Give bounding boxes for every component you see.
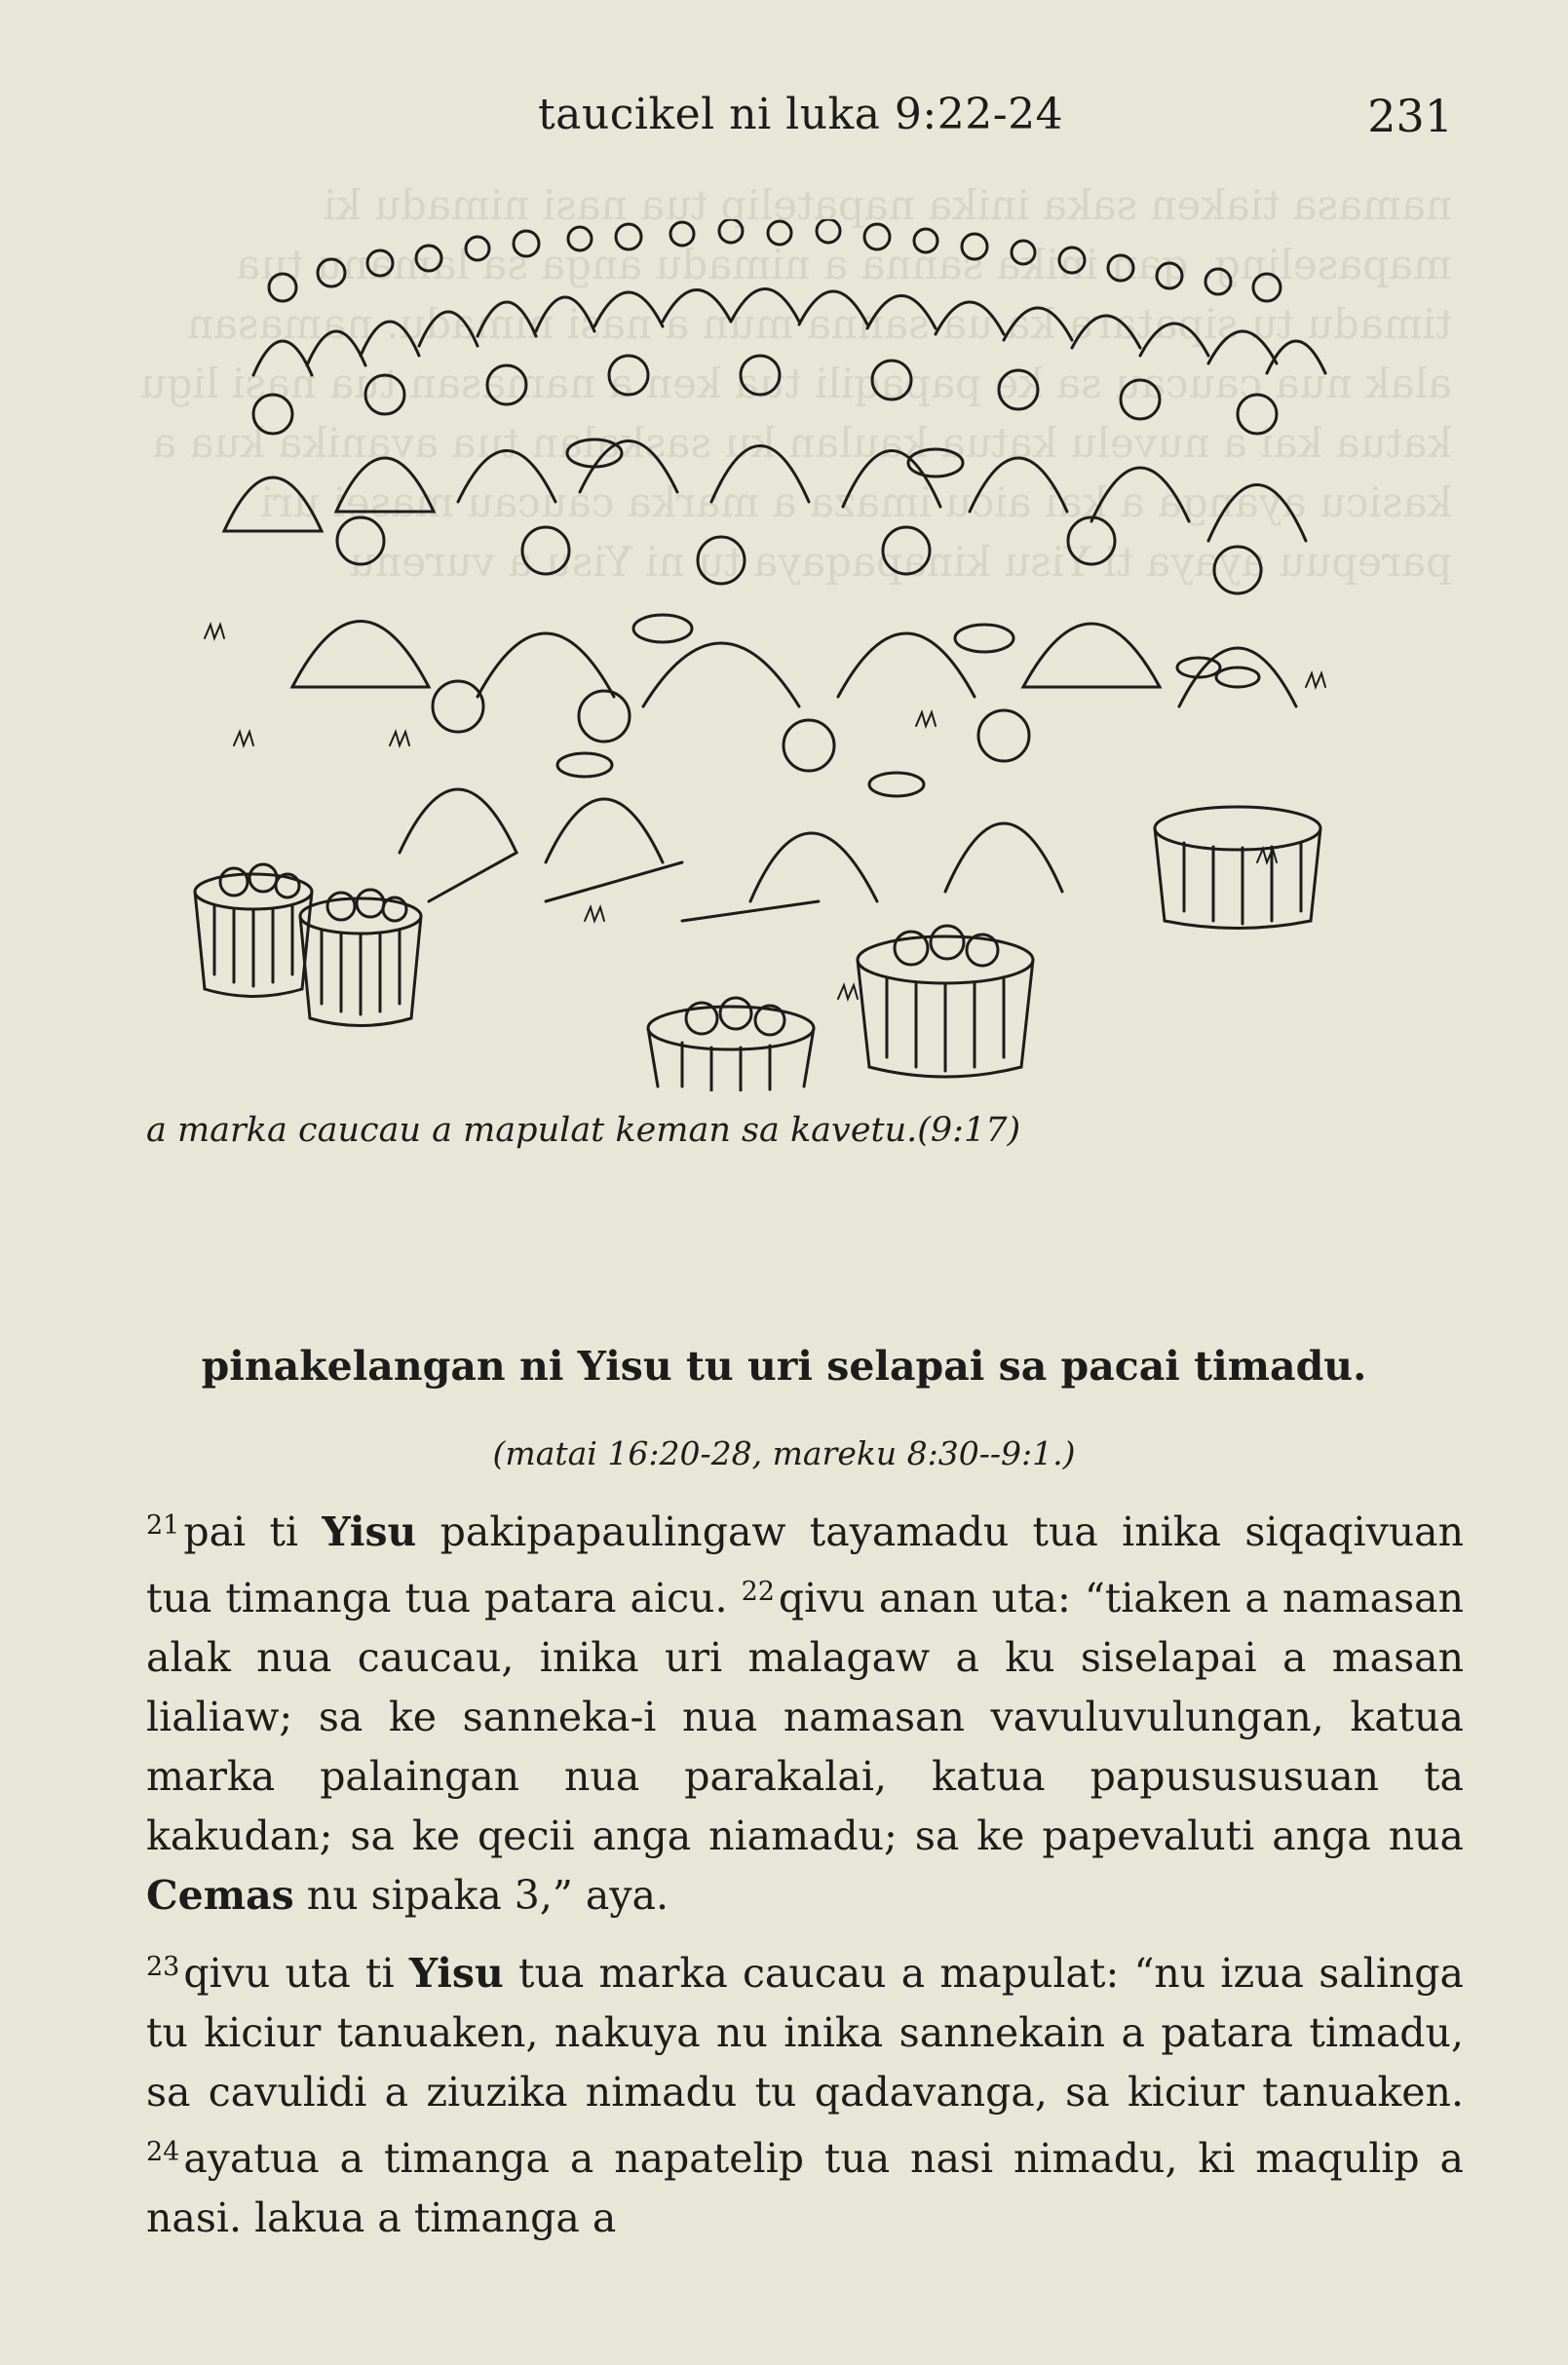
basket-left-back: [300, 890, 421, 1026]
paragraph-verse-21: [146, 1496, 1464, 1926]
section-reference: (matai 16:20-28, mareku 8:30--9:1.): [492, 1434, 1076, 1472]
paragraph-text: pakipapaulingaw tayamadu tua inika siqaqivuan tua timanga tua patara aicu.: [146, 1508, 1464, 1621]
figure-caption: a marka caucau a mapulat keman sa kavetu.(9:17): [146, 1111, 1021, 1150]
crowd-heads-back-row: [269, 219, 1281, 301]
running-title: taucikel ni luka 9:22-24: [538, 90, 1064, 139]
bold-name: Yisu: [408, 1950, 504, 1997]
verse-number: 23: [146, 1952, 180, 1982]
paragraph-text: ayatua a timanga a napatelip tua nasi nimadu, ki maqulip a nasi. lakua a timanga a: [146, 2135, 1464, 2241]
verse-number: 24: [146, 2137, 180, 2167]
paragraph-text: pai ti: [183, 1508, 323, 1555]
paragraph-text: qivu anan uta: “tiaken a namasan alak nua caucau, inika uri malagaw a ku siselapai a masan lialiaw; sa ke sanneka-i nua namasan vavuluvulungan, katua marka palaingan nua parakalai, katua papusususuan ta kakudan; sa ke qecii anga niamadu; sa ke papevaluti anga nua: [146, 1575, 1464, 1859]
crowd-front-row: [292, 517, 1296, 706]
paragraph-text: nu sipaka 3,” aya.: [293, 1872, 669, 1919]
crowd-bodies-back-row: [253, 289, 1325, 376]
paragraph-text: qivu uta ti: [183, 1950, 409, 1997]
verse-number: 21: [146, 1510, 180, 1541]
verse-number: 22: [741, 1577, 775, 1607]
page-header: [0, 90, 1568, 148]
bold-name: Yisu: [322, 1508, 417, 1555]
paragraph-verse-23: [146, 1937, 1464, 2248]
basket-center-front: [648, 998, 814, 1091]
seated-figures-foreground: [400, 681, 1062, 921]
crowd-feeding-illustration: [136, 219, 1433, 1091]
section-title: pinakelangan ni Yisu tu uri selapai sa pacai timadu.: [201, 1343, 1367, 1390]
paragraph-text: tua marka caucau a mapulat: “nu izua salinga tu kiciur tanuaken, nakuya nu inika sannekain a patara timadu, sa cavulidi a ziuzika nimadu tu qadavanga, sa kiciur tanuaken.: [146, 1950, 1464, 2116]
basket-center-back: [858, 926, 1033, 1077]
bleed-through-text: namasa tiaken saka inika napatelip tua nasi nimadu ki mapaseling. qan inika sanna a nimadu anga sa lamanu tua timadu tu sipatara ka ua sanna mun a nasi nimadu. namasan alak nua caucau sa ke papaqili tua ken a namasan tua nasi ligu katua kai a nuvelu katua kaulan ku saskalan tua avanika kua a kasicu ayanga a kai aicu imaza a marka caucau masei uri parepuu ayaya ti Yisu kinapaqaya tu ni Yisu a vurenu: [139, 181, 1452, 586]
body-text: [146, 1496, 1464, 2260]
basket-left-front: [195, 864, 312, 997]
basket-right: [1155, 807, 1320, 929]
page-number: 231: [1367, 90, 1453, 142]
crowd-middle-row: [224, 356, 1306, 541]
bold-name: Cemas: [146, 1872, 294, 1919]
